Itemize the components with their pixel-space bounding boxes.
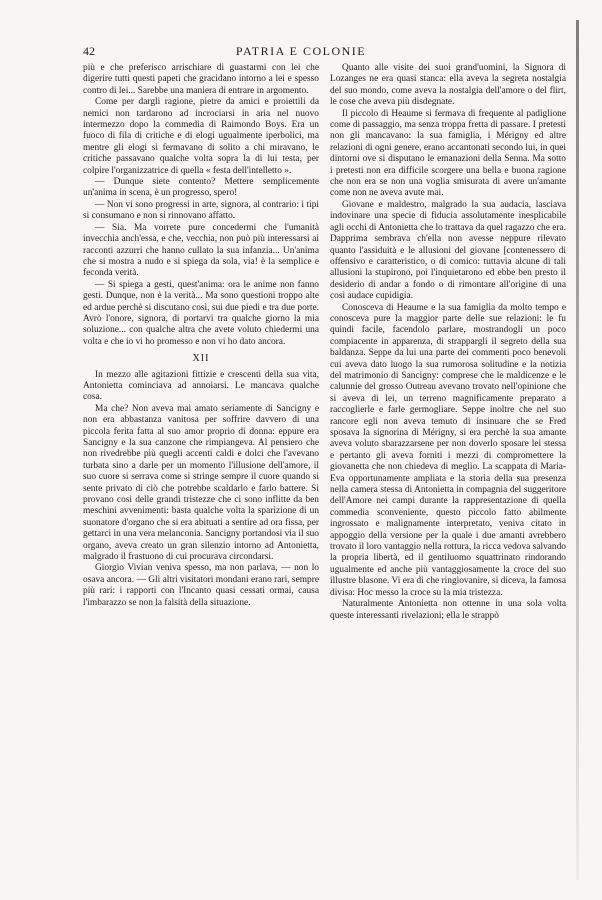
paragraph: — Si spiega a gesti, quest'anima: ora le anime non fanno gesti. Dunque, non è la verità... Ma sono questioni troppo alte ed ardue perchè si discutano così, sui due piedi e tra due porte. Avrò l'onore, signora, di portarvi tra qualche giorno la mia soluzione... con qualche altra che avete voluto chiedermi una volta e che io vi ho promesso e non vi ho dato ancora. xyxy=(83,279,319,347)
paragraph: — Non vi sono progressi in arte, signora, al contrario: i tipi si consumano e non si rinnovano affatto. xyxy=(83,199,319,222)
page-number: 42 xyxy=(83,44,95,58)
paragraph: In mezzo alle agitazioni fittizie e crescenti della sua vita, Antonietta cominciava ad annoiarsi. Le mancava qualche cosa. xyxy=(83,369,319,403)
paragraph: Il piccolo di Heaume si fermava di frequente al padiglione come di passaggio, ma senza troppa fretta di passare. I pretesti non gli mancavano: la sua famiglia, i Mérigny ed altre relazioni di ogni genere, erano accantonati secondo lui, in quei dintorni ove si disputano le emanazioni della Senna. Ma sotto i pretesti non era difficile scorgere una bella e buona ragione che non era se non una voglia smisurata di avere un'amante come non ne aveva avute mai. xyxy=(330,108,566,199)
paragraph: Quanto alle visite dei suoi grand'uomini, la Signora di Lozanges ne era quasi stanca: ella aveva la segreta nostalgia del suo mondo, come aveva la nostalgia dell'amore o del flirt, le cose che aveva più disdegnate. xyxy=(330,63,566,108)
paragraph: più e che preferisco arrischiare di guastarmi con lei che digerire tutti questi papeti che gracidano intorno a lei e spesso contro di lei... Sarebbe una maniera di entrare in argomento. xyxy=(83,63,319,96)
paragraph: — Sia. Ma vorrete pure concedermi che l'umanità invecchia anch'essa, e che, vecchia, non può più interessarsi ai racconti azzurri che hanno cullato la sua infanzia... Un'anima che si mostra a nudo e si spiega da sola, via! è la semplice e feconda verità. xyxy=(83,222,319,279)
paragraph: Naturalmente Antonietta non ottenne in una sola volta queste interessanti rivelazioni; ella le strappò xyxy=(330,599,566,621)
binding-edge-shadow xyxy=(576,20,579,880)
paragraph: Giorgio Vivian veniva spesso, ma non parlava, — non lo osava ancora. — Gli altri visitatori mondani erano rari, sempre più rari: i rapporti con l'Incanto quasi cessati ormai, causa l'imbarazzo se non la falsità della situazione. xyxy=(83,563,319,608)
paragraph: Conosceva di Heaume e la sua famiglia da molto tempo e conosceva pure la maggior parte delle sue relazioni: le fu quindi facile, facendolo parlare, mostrandogli un poco compiacente in apparenza, di strappargli il segreto della sua baldanza. Seppe da lui una parte dei commenti poco benevoli cui aveva dato luogo la sua rumorosa solitudine e la notizia del matrimonio di Sancigny: comprese che le maldicenze e le calunnie del grosso Outreau avevano trovato nell'opinione che si aveva di lei, un terreno magnificamente preparato a raccoglierle e farle germogliare. Seppe inoltre che nel suo rancore egli non aveva temuto di insinuare che se Fred sposava la signorina di Mérigny, si era perchè la sua amante aveva voluto sbarazzarsene per non doverlo sposare lei stessa e pertanto gli aveva forniti i mezzi di compromettere la giovanetta che non chiedeva di meglio. La scappata di Maria-Eva opportunamente ampliata e la storia della sua presenza nella camera stessa di Antonietta in compagnia del suggeritore dell'Amore nei campi durante la rappresentazione di quella commedia sconveniente, questo piccolo fatto abilmente ingrossato e malignamente interpretato, veniva citato in appoggio della versione per la quale i due amanti avrebbero trovato il loro vantaggio nella rottura, la ricca vedova salvando la propria libertà, ed il gentiluomo squattrinato rindorando ugualmente ed anche più vantaggiosamente la croce del suo illustre blasone. Vi era di che ringiovanire, si diceva, la famosa divisa: Hoc messo la croce su la mia tristezza. xyxy=(330,302,566,598)
paragraph: Giovane e maldestro, malgrado la sua audacia, lasciava indovinare una specie di fiducia assolutamente inesplicabile agli occhi di Antonietta che lo trattava da quel ragazzo che era. Dapprima sembrava ch'ella non avesse neppure rilevato quanto l'assiduità e le allusioni del giovane [contenessero di offensivo e caratteristico, o di comico: tuttavia alcune di tali allusioni la stupirono, poi l'inquietarono ed ebbe ben presto il desiderio di andar a fondo o di rimontare all'origine di una così audace cupidigia. xyxy=(330,199,566,302)
paragraph: Ma che? Non aveva mai amato seriamente di Sancigny e non era abbastanza vanitosa per soffrire davvero di una piccola ferita fatta al suo amor proprio di donna: eppure era Sancigny e la sua canzone che rimpiangeva. Al pensiero che non rivedrebbe più quegli accenti caldi e dolci che l'avevano turbata sino a darle per un momento l'illusione dell'amore, il suo cuore si serrava come si stringe sempre il cuore quando si sente privato di ciò che potrebbe scaldarlo e farlo battere. Si provano così delle grandi tristezze che ci sono inflitte da ben meschini avvenimenti: basta qualche volta la sparizione di un suonatore d'organo che si era abituati a sentire ad ora fissa, per gettarci in una vera melanconia. Sancigny portandosi via il suo organo, aveva creato un gran silenzio intorno ad Antonietta, malgrado il frastuono di cui procurava circondarsi. xyxy=(83,403,319,563)
paragraph: Come per dargli ragione, pietre da amici e proiettili da nemici non tardarono ad incrociarsi in aria nel nuovo intermezzo dopo la commedia di Raimondo Boys. Era un fuoco di fila di critiche e di elogi ugualmente iperbolici, ma mentre gli elogi si fermavano di solito a chi miravano, le critiche passavano qualche volta sopra la di lui testa, per colpire l'organizzatrice di quella « festa dell'intelletto ». xyxy=(83,97,319,176)
running-title: PATRIA E COLONIE xyxy=(235,44,367,58)
left-column xyxy=(83,63,319,609)
paragraph: — Dunque siete contento? Mettere semplicemente un'anima in scena, è un progresso, spero! xyxy=(83,177,319,199)
right-column xyxy=(330,63,566,622)
section-heading: XII xyxy=(192,353,210,365)
